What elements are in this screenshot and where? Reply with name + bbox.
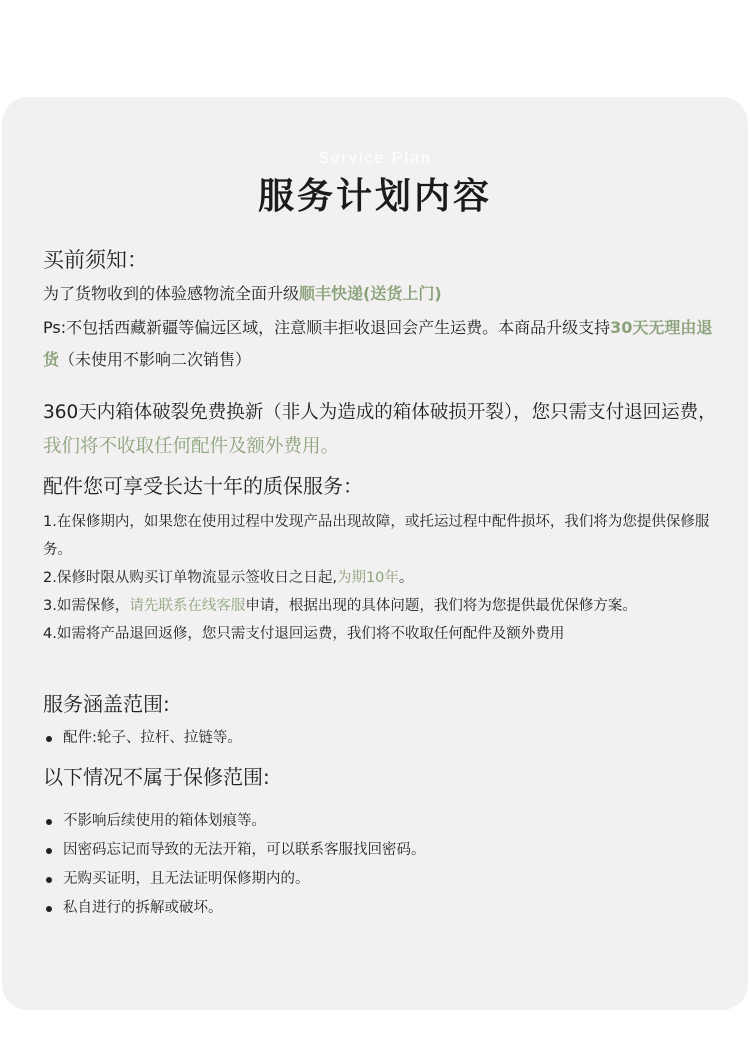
warranty-heading: 配件您可享受长达十年的质保服务： [43,474,363,498]
return-policy-highlight: 30天无理由退货 [43,318,713,369]
box-break-main: 360天内箱体破裂免费换新（非人为造成的箱体破损开裂），您只需支付退回运费， [43,402,717,423]
coverage-list [43,724,723,753]
warranty-item-4: 4.如需将产品退回返修，您只需支付退回运费，我们将不收取任何配件及额外费用 [43,626,565,642]
box-break-section [43,396,723,464]
sf-express-highlight: 顺丰快递(送货上门) [299,284,442,303]
page-title: 服务计划内容 [257,176,492,217]
notice-section [43,246,723,376]
list-item: 无购买证明，且无法证明保修期内的。 [43,865,723,894]
exclusions-heading: 以下情况不属于保修范围: [43,765,270,789]
notice-line-2 [43,312,723,376]
list-item: 私自进行的拆解或破坏。 [43,894,723,923]
list-item: 不影响后续使用的箱体划痕等。 [43,807,723,836]
box-break-highlight: 我们将不收取任何配件及额外费用。 [43,436,340,457]
warranty-item-1: 1.在保修期内，如果您在使用过程中发现产品出现故障，或托运过程中配件损坏，我们将为您提供保修服务。 [43,514,710,558]
bullet-dot-icon [46,877,52,883]
box-break-text [43,396,723,464]
warranty-item-2 [43,564,723,592]
bullet-dot-icon [46,906,52,912]
watermark-text: Service Plan [318,150,432,167]
coverage-heading: 服务涵盖范围: [43,692,170,716]
notice-heading: 买前须知： [43,248,148,272]
notice-line-1 [43,278,723,310]
list-item: 配件:轮子、拉杆、拉链等。 [43,724,723,753]
warranty-item-2-suffix: 。 [398,570,414,586]
warranty-item-3-text: 3.如需保修， [43,598,130,614]
list-item: 因密码忘记而导致的无法开箱，可以联系客服找回密码。 [43,836,723,865]
contact-service-highlight: 请先联系在线客服 [129,598,246,614]
warranty-item-2-text: 2.保修时限从购买订单物流显示签收日之日起, [43,570,337,586]
exclusions-section [43,763,723,923]
exclusions-list [43,807,723,923]
notice-line-2-suffix: （未使用不影响二次销售） [59,350,252,369]
notice-line-2-text: Ps:不包括西藏新疆等偏远区域，注意顺丰拒收退回会产生运费。本商品升级支持 [43,318,611,337]
warranty-item-3 [43,592,723,620]
bullet-dot-icon [46,848,52,854]
warranty-section [43,472,723,648]
warranty-period-highlight: 为期10年 [336,570,399,586]
notice-line-1-text: 为了货物收到的体验感物流全面升级 [43,284,300,303]
coverage-section [43,690,723,753]
warranty-item-3-suffix: 申请，根据出现的具体问题，我们将为您提供最优保修方案。 [245,598,637,614]
bullet-dot-icon [46,736,52,742]
bullet-dot-icon [46,819,52,825]
